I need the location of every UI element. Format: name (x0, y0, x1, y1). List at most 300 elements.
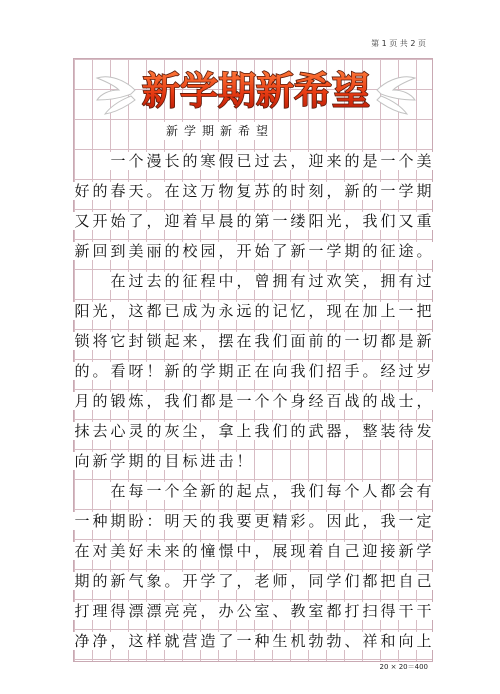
left-wing-icon (97, 77, 135, 114)
grid-cell (361, 478, 379, 508)
grid-cell (109, 118, 127, 148)
grid-cell (91, 238, 109, 268)
grid-cell (217, 298, 235, 328)
grid-cell (109, 478, 127, 508)
grid-char: 和 (380, 632, 396, 650)
grid-char: 手 (344, 362, 360, 380)
grid-cell (361, 148, 379, 178)
grid-cell (271, 388, 289, 418)
grid-cell (235, 448, 253, 478)
grid-cell (73, 328, 91, 358)
grid-cell (397, 328, 415, 358)
grid-cell (235, 388, 253, 418)
grid-char: 为 (200, 302, 216, 320)
grid-char: 美 (416, 152, 432, 170)
grid-char: 彩 (290, 512, 306, 530)
grid-char: 都 (326, 602, 342, 620)
grid-cell (343, 628, 361, 658)
grid-cell (289, 178, 307, 208)
grid-cell (289, 538, 307, 568)
grid-cell (73, 448, 91, 478)
grid-char: 。 (92, 362, 108, 380)
grid-char: 。 (164, 572, 180, 590)
grid-cell (91, 568, 109, 598)
grid-cell (127, 448, 145, 478)
grid-cell (145, 208, 163, 238)
grid-cell (217, 148, 235, 178)
grid-char: 向 (272, 362, 288, 380)
grid-char: 们 (344, 572, 360, 590)
grid-char: 勃 (326, 632, 342, 650)
grid-char: 的 (272, 182, 288, 200)
grid-cell (181, 628, 199, 658)
grid-cell (199, 268, 217, 298)
grid-char: 室 (254, 602, 270, 620)
grid-char: 的 (326, 332, 342, 350)
grid-cell (289, 328, 307, 358)
grid-char: 祥 (362, 632, 378, 650)
grid-char: 我 (290, 482, 306, 500)
grid-cell (217, 238, 235, 268)
grid-cell (253, 508, 271, 538)
grid-char: 灰 (164, 422, 180, 440)
grid-char: 全 (182, 482, 198, 500)
grid-char: ， (110, 302, 126, 320)
grid-cell (343, 568, 361, 598)
grid-cell (145, 628, 163, 658)
grid-char: 就 (164, 632, 180, 650)
grid-cell (145, 388, 163, 418)
grid-char: 时 (290, 182, 306, 200)
grid-char: 是 (398, 332, 414, 350)
grid-char: 同 (308, 572, 324, 590)
grid-char: ， (326, 182, 342, 200)
grid-cell (253, 598, 271, 628)
grid-cell (181, 118, 199, 148)
grid-cell (91, 358, 109, 388)
grid-cell (73, 358, 91, 388)
grid-char: 笑 (344, 272, 360, 290)
grid-char: 光 (326, 212, 342, 230)
grid-char: 曾 (254, 272, 270, 290)
essay-line (73, 478, 433, 508)
grid-cell (361, 298, 379, 328)
essay-line (73, 208, 433, 238)
grid-cell (307, 388, 325, 418)
grid-cell (163, 478, 181, 508)
grid-cell (181, 358, 199, 388)
grid-char: 一 (398, 302, 414, 320)
essay-line (73, 598, 433, 628)
grid-cell (415, 268, 433, 298)
grid-cell (415, 148, 433, 178)
grid-cell (217, 448, 235, 478)
grid-char: 的 (182, 362, 198, 380)
grid-cell (361, 508, 379, 538)
grid-char: 起 (164, 332, 180, 350)
grid-cell (397, 568, 415, 598)
grid-char: 们 (182, 392, 198, 410)
grid-char: 器 (326, 422, 342, 440)
grid-cell (325, 538, 343, 568)
grid-char: 美 (110, 542, 126, 560)
grid-char: 点 (254, 482, 270, 500)
grid-char: 园 (200, 242, 216, 260)
grid-char: 了 (272, 242, 288, 260)
grid-char: 切 (362, 332, 378, 350)
grid-cell (379, 268, 397, 298)
grid-char: 正 (236, 362, 252, 380)
grid-cell (289, 418, 307, 448)
grid-char: 把 (416, 302, 432, 320)
grid-char: 的 (236, 212, 252, 230)
grid-char: ， (344, 212, 360, 230)
grid-char: 假 (218, 152, 234, 170)
grid-char: 我 (290, 362, 306, 380)
grid-cell (253, 538, 271, 568)
grid-cell (91, 478, 109, 508)
grid-char: 此 (344, 512, 360, 530)
grid-cell (235, 358, 253, 388)
grid-char: 漂 (128, 602, 144, 620)
grid-char: 每 (128, 482, 144, 500)
essay-line (73, 148, 433, 178)
grid-char: 新 (74, 242, 90, 260)
grid-cell (163, 118, 181, 148)
grid-spec: 20 × 20＝400 (379, 663, 428, 671)
grid-cell (127, 298, 145, 328)
grid-char: 在 (74, 542, 90, 560)
grid-char: 新 (200, 482, 216, 500)
grid-cell (325, 418, 343, 448)
grid-cell (325, 208, 343, 238)
grid-char: 好 (128, 542, 144, 560)
grid-char: 上 (416, 632, 432, 650)
grid-cell (325, 328, 343, 358)
grid-char: 们 (308, 482, 324, 500)
grid-char: 一 (344, 332, 360, 350)
grid-char: ： (146, 512, 162, 530)
grid-char: 我 (164, 392, 180, 410)
grid-cell (289, 298, 307, 328)
grid-cell (163, 538, 181, 568)
grid-cell (91, 538, 109, 568)
grid-char: 己 (416, 572, 432, 590)
grid-char: 灵 (128, 422, 144, 440)
grid-cell (397, 388, 415, 418)
grid-char: 来 (182, 332, 198, 350)
grid-char: 干 (416, 602, 432, 620)
grid-cell (343, 208, 361, 238)
grid-char: 一 (146, 482, 162, 500)
grid-char: 憬 (218, 542, 234, 560)
grid-char: 我 (254, 332, 270, 350)
grid-cell (217, 508, 235, 538)
grid-cell (271, 178, 289, 208)
grid-cell (199, 118, 217, 148)
grid-cell (325, 148, 343, 178)
grid-cell (91, 508, 109, 538)
grid-char: 。 (416, 242, 432, 260)
grid-cell (253, 628, 271, 658)
grid-cell (289, 628, 307, 658)
grid-cell (235, 478, 253, 508)
grid-cell (235, 628, 253, 658)
grid-cell (325, 388, 343, 418)
grid-cell (73, 568, 91, 598)
grid-char: 扫 (362, 602, 378, 620)
grid-cell (307, 628, 325, 658)
grid-cell (361, 628, 379, 658)
grid-char: 阳 (308, 212, 324, 230)
grid-cell (289, 238, 307, 268)
grid-cell (397, 628, 415, 658)
grid-cell (235, 418, 253, 448)
grid-char: 都 (200, 392, 216, 410)
grid-cell (199, 238, 217, 268)
grid-char: 精 (272, 512, 288, 530)
grid-cell (343, 388, 361, 418)
grid-cell (163, 418, 181, 448)
grid-char: 的 (182, 542, 198, 560)
grid-char: 招 (326, 362, 342, 380)
grid-cell (415, 418, 433, 448)
grid-cell (109, 538, 127, 568)
grid-char: 打 (344, 602, 360, 620)
grid-char: 在 (110, 272, 126, 290)
essay-line (73, 418, 433, 448)
grid-char: 战 (344, 392, 360, 410)
grid-char: 教 (290, 602, 306, 620)
grid-char: 进 (200, 452, 216, 470)
grid-cell (415, 178, 433, 208)
grid-cell (109, 448, 127, 478)
grid-char: 了 (218, 572, 234, 590)
grid-cell (379, 388, 397, 418)
grid-char: 始 (110, 212, 126, 230)
grid-char: ， (200, 602, 216, 620)
grid-char: 始 (254, 242, 270, 260)
grid-char: 学 (181, 122, 199, 140)
grid-cell (235, 568, 253, 598)
grid-char: 它 (110, 332, 126, 350)
grid-cell (271, 148, 289, 178)
grid-cell (199, 298, 217, 328)
grid-cell (253, 478, 271, 508)
grid-cell (307, 208, 325, 238)
grid-cell (379, 298, 397, 328)
grid-char: 的 (254, 302, 270, 320)
grid-cell (217, 538, 235, 568)
grid-char: 憧 (200, 542, 216, 560)
grid-cell (217, 628, 235, 658)
grid-cell (361, 238, 379, 268)
grid-char: 期 (74, 572, 90, 590)
grid-char: 一 (398, 512, 414, 530)
grid-char: 的 (362, 392, 378, 410)
grid-cell (145, 268, 163, 298)
grid-cell (91, 448, 109, 478)
grid-cell (289, 598, 307, 628)
grid-char: 样 (146, 632, 162, 650)
grid-cell (307, 478, 325, 508)
grid-cell (235, 508, 253, 538)
grid-char: 起 (236, 482, 252, 500)
grid-char: ， (362, 512, 378, 530)
grid-cell (235, 178, 253, 208)
grid-char: 加 (362, 302, 378, 320)
grid-char: 学 (326, 242, 342, 260)
grid-char: 在 (164, 182, 180, 200)
grid-char: 得 (380, 602, 396, 620)
grid-char: 心 (110, 422, 126, 440)
grid-cell (73, 538, 91, 568)
grid-cell (289, 268, 307, 298)
grid-char: 欢 (326, 272, 342, 290)
grid-char: 因 (326, 512, 342, 530)
grid-char: 有 (290, 272, 306, 290)
grid-char: 百 (326, 392, 342, 410)
grid-cell (271, 418, 289, 448)
grid-cell (235, 298, 253, 328)
grid-char: 的 (218, 482, 234, 500)
grid-cell (361, 418, 379, 448)
grid-char: 。 (362, 362, 378, 380)
grid-cell (343, 298, 361, 328)
grid-cell (307, 568, 325, 598)
grid-cell (325, 178, 343, 208)
grid-char: 在 (236, 332, 252, 350)
grid-cell (145, 538, 163, 568)
grid-cell (271, 598, 289, 628)
grid-cell (379, 628, 397, 658)
grid-cell (199, 388, 217, 418)
grid-char: 公 (236, 602, 252, 620)
grid-cell (253, 418, 271, 448)
essay-line (73, 628, 433, 658)
grid-cell (163, 628, 181, 658)
grid-char: 我 (254, 422, 270, 440)
grid-cell (181, 508, 199, 538)
grid-cell (109, 268, 127, 298)
grid-char: 己 (344, 542, 360, 560)
grid-cell (145, 448, 163, 478)
grid-char: 个 (398, 152, 414, 170)
grid-cell (199, 418, 217, 448)
grid-cell (73, 178, 91, 208)
grid-cell (325, 508, 343, 538)
essay-title-line (73, 118, 433, 148)
grid-char: 待 (398, 422, 414, 440)
grid-char: 对 (92, 542, 108, 560)
grid-cell (145, 238, 163, 268)
essay-line (73, 358, 433, 388)
grid-cell (379, 598, 397, 628)
grid-cell (163, 568, 181, 598)
grid-cell (217, 358, 235, 388)
grid-char: 上 (380, 302, 396, 320)
essay-line (73, 178, 433, 208)
grid-char: 的 (290, 422, 306, 440)
grid-cell (127, 508, 145, 538)
grid-char: 期 (344, 242, 360, 260)
grid-char: 锁 (146, 332, 162, 350)
grid-cell (379, 478, 397, 508)
grid-char: 新 (217, 122, 235, 140)
grid-cell (181, 178, 199, 208)
grid-cell (163, 178, 181, 208)
grid-cell (145, 118, 163, 148)
grid-char: 的 (146, 422, 162, 440)
grid-cell (163, 388, 181, 418)
grid-cell (361, 358, 379, 388)
grid-char: 已 (236, 152, 252, 170)
grid-cell (163, 448, 181, 478)
grid-char: 现 (326, 302, 342, 320)
grid-char: 在 (254, 362, 270, 380)
grid-char: 了 (128, 212, 144, 230)
grid-char: 呀 (128, 362, 144, 380)
grid-char: 盼 (128, 512, 144, 530)
grid-cell (109, 238, 127, 268)
grid-cell (289, 388, 307, 418)
grid-char: 回 (92, 242, 108, 260)
grid-cell (181, 538, 199, 568)
grid-char: 的 (362, 242, 378, 260)
grid-cell (199, 358, 217, 388)
grid-char: 会 (398, 482, 414, 500)
grid-char: 的 (344, 152, 360, 170)
grid-char: 经 (380, 362, 396, 380)
grid-char: 每 (326, 482, 342, 500)
grid-char: 了 (218, 632, 234, 650)
grid-cell (73, 598, 91, 628)
grid-cell (253, 298, 271, 328)
grid-cell (199, 178, 217, 208)
grid-cell (127, 478, 145, 508)
grid-cell (415, 298, 433, 328)
grid-char: 炼 (128, 392, 144, 410)
grid-cell (73, 268, 91, 298)
grid-char: ， (416, 392, 432, 410)
grid-char: 一 (110, 152, 126, 170)
grid-cell (127, 598, 145, 628)
grid-char: 拿 (218, 422, 234, 440)
grid-cell (397, 418, 415, 448)
grid-char: 是 (218, 392, 234, 410)
grid-cell (109, 418, 127, 448)
grid-cell (217, 478, 235, 508)
grid-cell (397, 478, 415, 508)
grid-char: 光 (92, 302, 108, 320)
grid-char: ， (218, 242, 234, 260)
grid-cell (217, 568, 235, 598)
grid-char: 们 (272, 422, 288, 440)
grid-cell (181, 148, 199, 178)
grid-cell (289, 208, 307, 238)
grid-cell (163, 328, 181, 358)
grid-cell (73, 118, 91, 148)
grid-cell (91, 328, 109, 358)
grid-char: 明 (164, 512, 180, 530)
grid-char: 个 (128, 152, 144, 170)
grid-cell (415, 208, 433, 238)
grid-char: 新 (398, 542, 414, 560)
grid-char: ， (290, 572, 306, 590)
grid-cell (415, 388, 433, 418)
grid-char: 经 (308, 392, 324, 410)
grid-char: 的 (182, 152, 198, 170)
